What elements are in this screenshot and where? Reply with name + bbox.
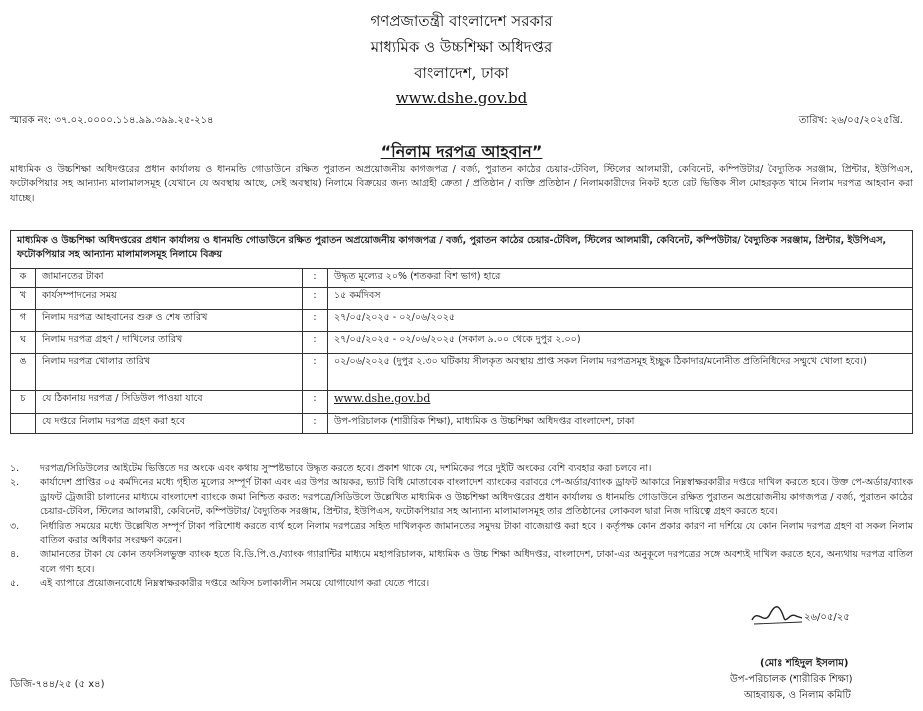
row-value: উপ-পরিচালক (শারীরিক শিক্ষা), মাধ্যমিক ও উচ্চশিক্ষা অধিদপ্তর বাংলাদেশ, ঢাকা [328, 414, 913, 434]
row-serial: খ [11, 288, 36, 310]
list-item [10, 577, 913, 591]
signature-date: ২৬/০৫/২৫ [804, 612, 850, 623]
schedule-website-link[interactable]: www.dshe.gov.bd [334, 392, 431, 405]
row-serial: গ [11, 310, 36, 332]
row-value: ২৭/০৫/২০২৫ - ০২/০৬/২০২৫ (সকাল ৯.০০ থেকে দুপুর ২.০০) [328, 332, 913, 354]
table-heading: মাধ্যমিক ও উচ্চশিক্ষা অধিদপ্তরের প্রধান কার্যালয় ও ধানমন্ডি গোডাউনে রক্ষিত পুরাতন অপ্রয়োজনীয় কাগজপত্র / বর্জ্য, পুরাতন কাঠের চেয়ার-টেবিল, স্টিলের আলমারী, কেবিনেট, কম্পিউটার/ বৈদ্যুতিক সরঞ্জাম, প্রিন্টার, ইউপিএস, ফটোকপিয়ার সহ আন্যান্য মালামালসমূহ নিলামে বিক্রয় [11, 231, 913, 269]
row-serial [11, 414, 36, 434]
location: বাংলাদেশ, ঢাকা [414, 64, 509, 82]
row-separator: : [303, 414, 328, 434]
row-value: ১৫ কর্মদিবস [328, 288, 913, 310]
website-link[interactable]: www.dshe.gov.bd [395, 89, 528, 107]
table-row [11, 310, 913, 332]
notice-title: “নিলাম দরপত্র আহবান” [380, 142, 543, 161]
list-item [10, 462, 913, 476]
row-serial: ক [11, 269, 36, 288]
signature-mark [750, 604, 870, 628]
note-number: ৪. [10, 549, 20, 561]
table-row [11, 288, 913, 310]
row-label: নিলাম দরপত্র খোলার তারিখ [36, 354, 303, 391]
table-row [11, 414, 913, 434]
row-separator: : [303, 332, 328, 354]
row-separator: : [303, 269, 328, 288]
tender-details-table [10, 230, 913, 434]
row-label: নিলাম দরপত্র আহবানের শুরু ও শেষ তারিখ [36, 310, 303, 332]
signatory-name: (মোঃ শহিদুল ইসলাম) [760, 658, 849, 669]
row-separator: : [303, 391, 328, 414]
row-serial: ঙ [11, 354, 36, 391]
signatory-designation: উপ-পরিচালক (শারীরিক শিক্ষা) [730, 674, 853, 685]
row-label: জামানতের টাকা [36, 269, 303, 288]
row-label: নিলাম দরপত্র গ্রহণ / দাখিলের তারিখ [36, 332, 303, 354]
notice-date: তারিখ: ২৬/০৫/২০২৫খ্রি. [798, 115, 903, 126]
list-item [10, 548, 913, 577]
row-value: ০২/০৬/২০২৫ (দুপুর ২.৩০ ঘটিকায় সীলকৃত অবস্থায় প্রাপ্ত সকল নিলাম দরপত্রসমূহ ইচ্ছুক ঠিকাদার/মনোনীত প্রতিনিধিদের সম্মুখে খোলা হবে।) [328, 354, 913, 391]
signatory-committee: আহবায়ক, ও নিলাম কমিটি [744, 690, 851, 701]
row-separator: : [303, 288, 328, 310]
note-text: নির্ধারিত সময়ের মধ্যে উল্লেখিত সম্পূর্ণ টাকা পরিশোধ করতে ব্যর্থ হলে নিলাম দরপত্রের সহিত দাখিলকৃত জামানতের সমুদয় টাকা বাজেয়াপ্ত করা হবে । কর্তৃপক্ষ কোন প্রকার কারণ না দর্শিয়ে যে কোন নিলাম দরপত্র গ্রহণ বা সকল নিলাম বাতিল করার অধিকার সংরক্ষণ করেন। [40, 520, 913, 547]
note-text: কার্যাদেশ প্রাপ্তির ০৫ কর্মদিনের মধ্যে গৃহীত মূল্যের সম্পূর্ণ টাকা এবং এর উপর আয়কর, ভ্যাট বিধি মোতাবেক বাংলাদেশ ব্যাংকের বরাবরে পে-অর্ডার/ব্যাংক ড্রাফট আকারে নিম্নস্বাক্ষরকারীর দপ্তরে দাখিল করতে হবে। উক্ত পে-অর্ডার/ব্যাংক ড্রাফট ট্রেজারী চালানের মাধ্যমে বাংলাদেশ ব্যাংকে জমা নিশ্চিত করত: দরপত্রে/সিডিউলে উল্লেখিত মাধ্যমিক ও উচ্চশিক্ষা অধিদপ্তরের প্রধান কার্যালয় ও ধানমন্ডি গোডাউনে রক্ষিত পুরাতন অপ্রয়োজনীয় কাগজপত্র / বর্জ্য, পুরাতন কাঠের চেয়ার-টেবিল, স্টিলের আলমারী, কেবিনেট, কম্পিউটার/ বৈদ্যুতিক সরঞ্জাম, প্রিন্টার, ইউপিএস, ফটোকপিয়ার সহ আন্যান্য মালামালসমূহ তার প্রতিষ্ঠানের লোকবল দ্বারা নিজ দায়িত্বে গ্রহণ করতে হবে। [40, 477, 913, 518]
note-text: দরপত্র/সিডিউলের আইটেম ভিত্তিতে দর অংকে এবং কথায় সুস্পষ্টভাবে উদ্ধৃত করতে হবে। প্রকাশ থাকে যে, দশমিকের পরে দুইটি অংকের বেশি ব্যবহার করা চলবে না। [40, 463, 652, 474]
directorate-name: মাধ্যমিক ও উচ্চশিক্ষা অধিদপ্তর [370, 38, 553, 56]
note-text: জামানতের টাকা যে কোন তফসিলভুক্ত ব্যাংক হতে বি.ডি.পি.ও./ব্যাংক গ্যারান্টির মাধ্যমে মহাপরিচালক, মাধ্যমিক ও উচ্চ শিক্ষা অধিদপ্তর, বাংলাদেশ, ঢাকা-এর অনুকূলে দরপত্রের সঙ্গে অবশ্যই দাখিল করতে হবে, অন্যথায় দরপত্র বাতিল বলে গণ্য হবে। [40, 549, 913, 575]
list-item [10, 520, 913, 549]
row-label: কার্যসম্পাদনের সময় [36, 288, 303, 310]
print-code: ডিজি-৭৪৪/২৫ (৫ x৪) [10, 679, 105, 690]
note-number: ১. [10, 463, 20, 474]
row-value [328, 391, 913, 414]
row-serial: ঘ [11, 332, 36, 354]
row-label: যে ঠিকানায় দরপত্র / সিডিউল পাওয়া যাবে [36, 391, 303, 414]
note-number: ৫. [10, 578, 20, 590]
intro-paragraph: মাধ্যমিক ও উচ্চশিক্ষা অধিদপ্তরের প্রধান কার্যালয় ও ধানমন্ডি গোডাউনে রক্ষিত পুরাতন অপ্রয়োজনীয় কাগজপত্র / বর্জ্য, পুরাতন কাঠের চেয়ার-টেবিল, স্টিলের আলমারী, কেবিনেট, কম্পিউটার/ বৈদ্যুতিক সরঞ্জাম, প্রিন্টার, ইউপিএস, ফটোকপিয়ার সহ আন্যান্য মালামালসমূহ (যেখানে যে অবস্থায় আছে, সেই অবস্থায়) নিলামে বিক্রয়ের জন্য আগ্রহী ক্রেতা / প্রতিষ্ঠান / ব্যক্তি প্রতিষ্ঠান / নিলামকারীদের নিকট হতে রেট ভিত্তিক সীল মোহরকৃত খামে নিলাম দরপত্র আহবান করা যাচ্ছে। [10, 164, 913, 204]
conditions-list [10, 462, 913, 592]
note-text: এই ব্যাপারে প্রয়োজনবোধে নিম্নস্বাক্ষরকারীর দপ্তরে অফিস চলাকালীন সময়ে যোগাযোগ করা যেতে পারে। [40, 578, 430, 590]
row-serial: চ [11, 391, 36, 414]
row-label: যে দপ্তরে নিলাম দরপত্র গ্রহণ করা হবে [36, 414, 303, 434]
list-item [10, 476, 913, 519]
table-row [11, 354, 913, 391]
row-value: উদ্ধৃত মূল্যের ২০% (শতকরা বিশ ভাগ) হারে [328, 269, 913, 288]
note-number: ৩. [10, 520, 20, 532]
table-row [11, 269, 913, 288]
memo-number: স্মারক নং: ৩৭.০২.০০০০.১১৪.৯৯.৩৯৯.২৫-২১৪ [10, 115, 214, 126]
row-separator: : [303, 354, 328, 391]
row-separator: : [303, 310, 328, 332]
govt-name: গণপ্রজাতন্ত্রী বাংলাদেশ সরকার [370, 12, 553, 30]
note-number: ২. [10, 477, 20, 489]
table-row [11, 391, 913, 414]
row-value: ২৭/০৫/২০২৫ - ০২/০৬/২০২৫ [328, 310, 913, 332]
table-row [11, 332, 913, 354]
